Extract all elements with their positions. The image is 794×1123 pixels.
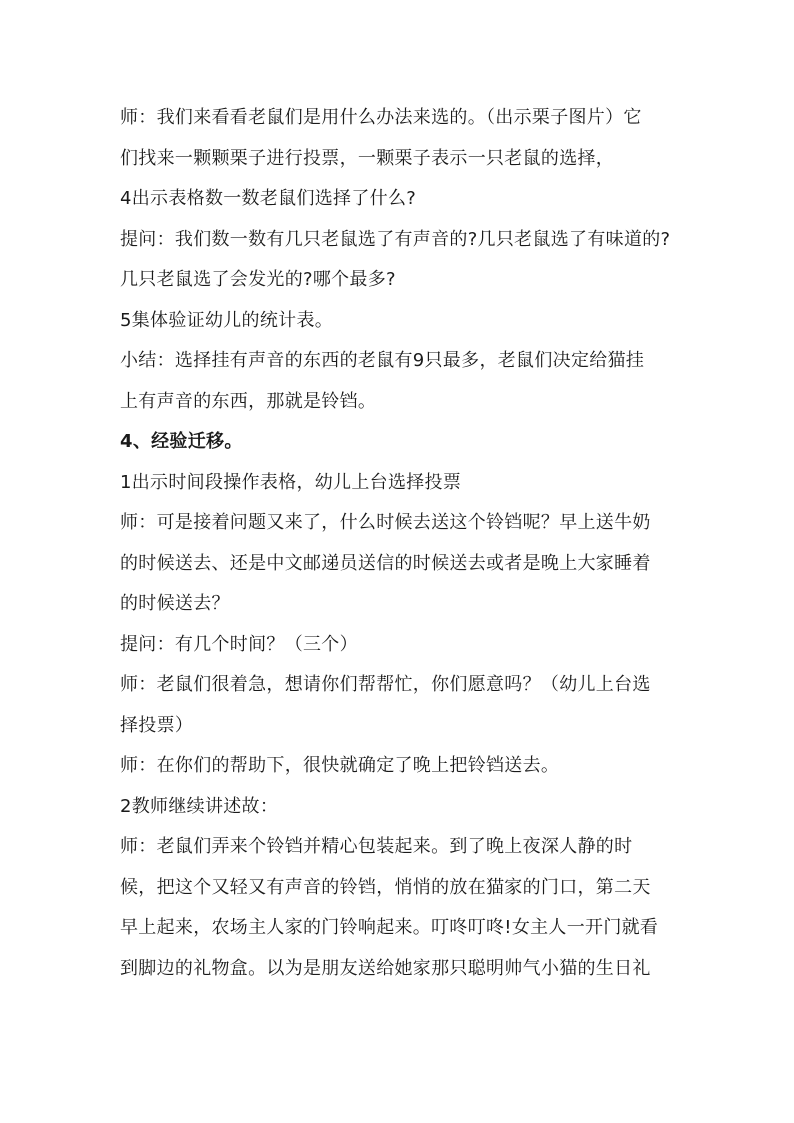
text-line: 候，把这个又轻又有声音的铃铛，悄悄的放在猫家的门口，第二天 — [120, 876, 651, 898]
text-line: 到脚边的礼物盒。以为是朋友送给她家那只聪明帅气小猫的生日礼 — [120, 957, 651, 979]
text-line: 小结：选择挂有声音的东西的老鼠有9只最多，老鼠们决定给猫挂 — [120, 350, 645, 371]
text-line: 择投票） — [120, 714, 194, 736]
text-line: 1出示时间段操作表格，幼儿上台选择投票 — [120, 471, 462, 493]
text-line: 4出示表格数一数老鼠们选择了什么? — [120, 188, 417, 209]
document-body — [120, 98, 700, 989]
section-heading: 4、经验迁移。 — [120, 431, 243, 452]
text-line: 上有声音的东西，那就是铃铛。 — [120, 390, 377, 412]
text-line: 的时候送去？ — [120, 593, 230, 614]
text-line: 5集体验证幼儿的统计表。 — [120, 309, 334, 331]
text-line: 提问：我们数一数有几只老鼠选了有声音的?几只老鼠选了有味道的? — [120, 228, 671, 250]
text-line: 师：老鼠们很着急，想请你们帮帮忙，你们愿意吗？（幼儿上台选 — [120, 674, 651, 695]
text-line: 师：可是接着问题又来了，什么时候去送这个铃铛呢？早上送牛奶 — [120, 512, 651, 533]
text-line: 们找来一颗颗栗子进行投票，一颗栗子表示一只老鼠的选择， — [120, 147, 615, 169]
text-line: 早上起来，农场主人家的门铃响起来。叮咚叮咚!女主人一开门就看 — [120, 917, 659, 938]
text-line: 提问：有几个时间？（三个） — [120, 633, 358, 655]
text-line: 的时候送去、还是中文邮递员送信的时候送去或者是晚上大家睡着 — [120, 552, 651, 574]
text-line: 几只老鼠选了会发光的?哪个最多? — [120, 269, 396, 290]
text-line: 师：在你们的帮助下，很快就确定了晚上把铃铛送去。 — [120, 755, 560, 776]
text-line: 2教师继续讲述故： — [120, 795, 279, 817]
text-line: 师：老鼠们弄来个铃铛并精心包装起来。到了晚上夜深人静的时 — [120, 836, 633, 857]
text-line: 师：我们来看看老鼠们是用什么办法来选的。（出示栗子图片）它 — [120, 107, 642, 128]
